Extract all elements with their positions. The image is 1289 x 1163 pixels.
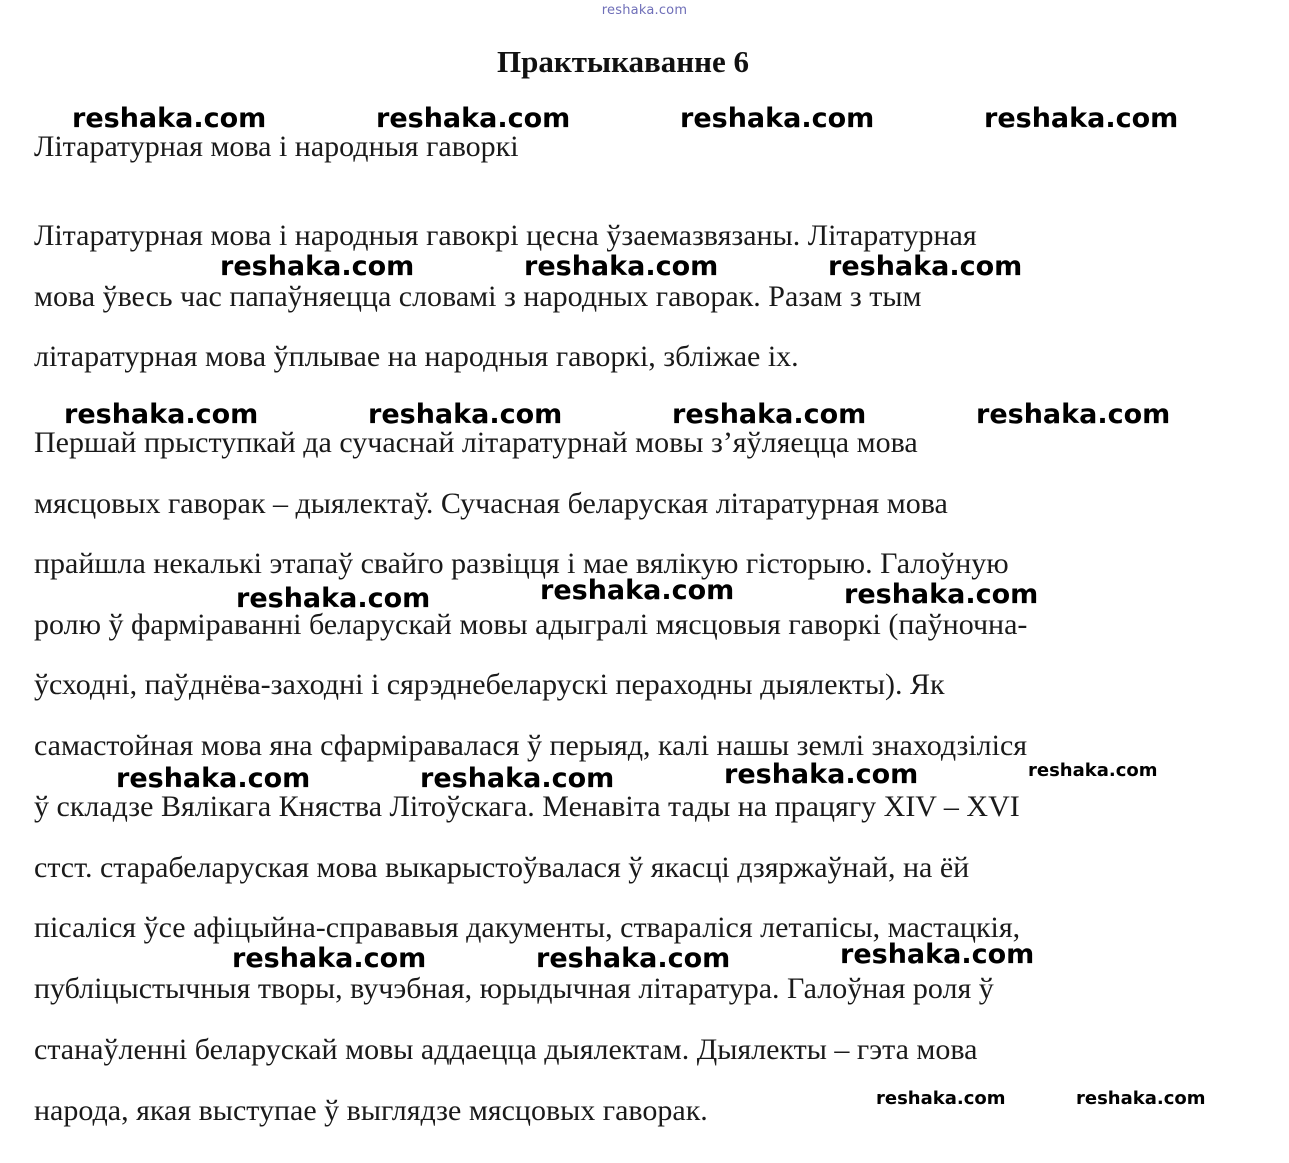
watermark: reshaka.com [680, 103, 875, 134]
watermark: reshaka.com [840, 939, 1035, 970]
text-line: ў складзе Вялікага Княства Літоўскага. Менавіта тады на працягу XIV – XVI [34, 790, 1020, 823]
text-line: публіцыстычныя творы, вучэбная, юрыдычная літаратура. Галоўная роля ў [34, 972, 994, 1005]
text-line: літаратурная мова ўплывае на народныя гаворкі, збліжае іх. [34, 340, 799, 373]
watermark: reshaka.com [984, 103, 1179, 134]
text-line: Першай прыступкай да сучаснай літаратурнай мовы з’яўляецца мова [34, 426, 918, 459]
watermark: reshaka.com [116, 763, 311, 794]
watermark: reshaka.com [420, 763, 615, 794]
watermark: reshaka.com [976, 399, 1171, 430]
text-line: ўсходні, паўднёва-заходні і сярэднебеларускі пераходны дыялекты). Як [34, 668, 945, 701]
watermark: reshaka.com [64, 399, 259, 430]
text-line: мясцовых гаворак – дыялектаў. Сучасная беларуская літаратурная мова [34, 487, 948, 520]
watermark: reshaka.com [72, 103, 267, 134]
text-line: самастойная мова яна сфарміравалася ў перыяд, калі нашы землі знаходзіліся [34, 729, 1028, 762]
watermark: reshaka.com [672, 399, 867, 430]
watermark: reshaka.com [232, 943, 427, 974]
watermark: reshaka.com [536, 943, 731, 974]
watermark: reshaka.com [524, 251, 719, 282]
watermark: reshaka.com [876, 1088, 1006, 1109]
text-line: пісаліся ўсе афіцыйна-справавыя дакументы, ствараліся летапісы, мастацкія, [34, 911, 1021, 944]
watermark: reshaka.com [724, 759, 919, 790]
watermark: reshaka.com [376, 103, 571, 134]
text-line: мова ўвесь час папаўняецца словамі з народных гаворак. Разам з тым [34, 280, 922, 313]
text-line: Літаратурная мова і народныя гавокрі цесна ўзаемазвязаны. Літаратурная [34, 219, 977, 252]
page-title: Практыкаванне 6 [496, 44, 749, 79]
text-line: ролю ў фарміраванні беларускай мовы адыгралі мясцовыя гаворкі (паўночна- [34, 608, 1028, 641]
text-line: прайшла некалькі этапаў свайго развіцця і мае вялікую гісторыю. Галоўную [34, 547, 1009, 580]
top-watermark: reshaka.com [601, 3, 688, 18]
watermark: reshaka.com [844, 579, 1039, 610]
watermark: reshaka.com [1076, 1088, 1206, 1109]
text-line: стст. старабеларуская мова выкарыстоўвалася ў якасці дзяржаўнай, на ёй [34, 851, 970, 884]
watermark: reshaka.com [236, 583, 431, 614]
watermark: reshaka.com [828, 251, 1023, 282]
text-line: станаўленні беларускай мовы аддаецца дыялектам. Дыялекты – гэта мова [34, 1033, 978, 1066]
subtitle: Літаратурная мова і народныя гаворкі [34, 130, 519, 163]
watermark: reshaka.com [368, 399, 563, 430]
text-line: народа, якая выступае ў выглядзе мясцовых гаворак. [34, 1094, 708, 1127]
watermark: reshaka.com [1028, 760, 1158, 781]
watermark: reshaka.com [220, 251, 415, 282]
watermark: reshaka.com [540, 575, 735, 606]
